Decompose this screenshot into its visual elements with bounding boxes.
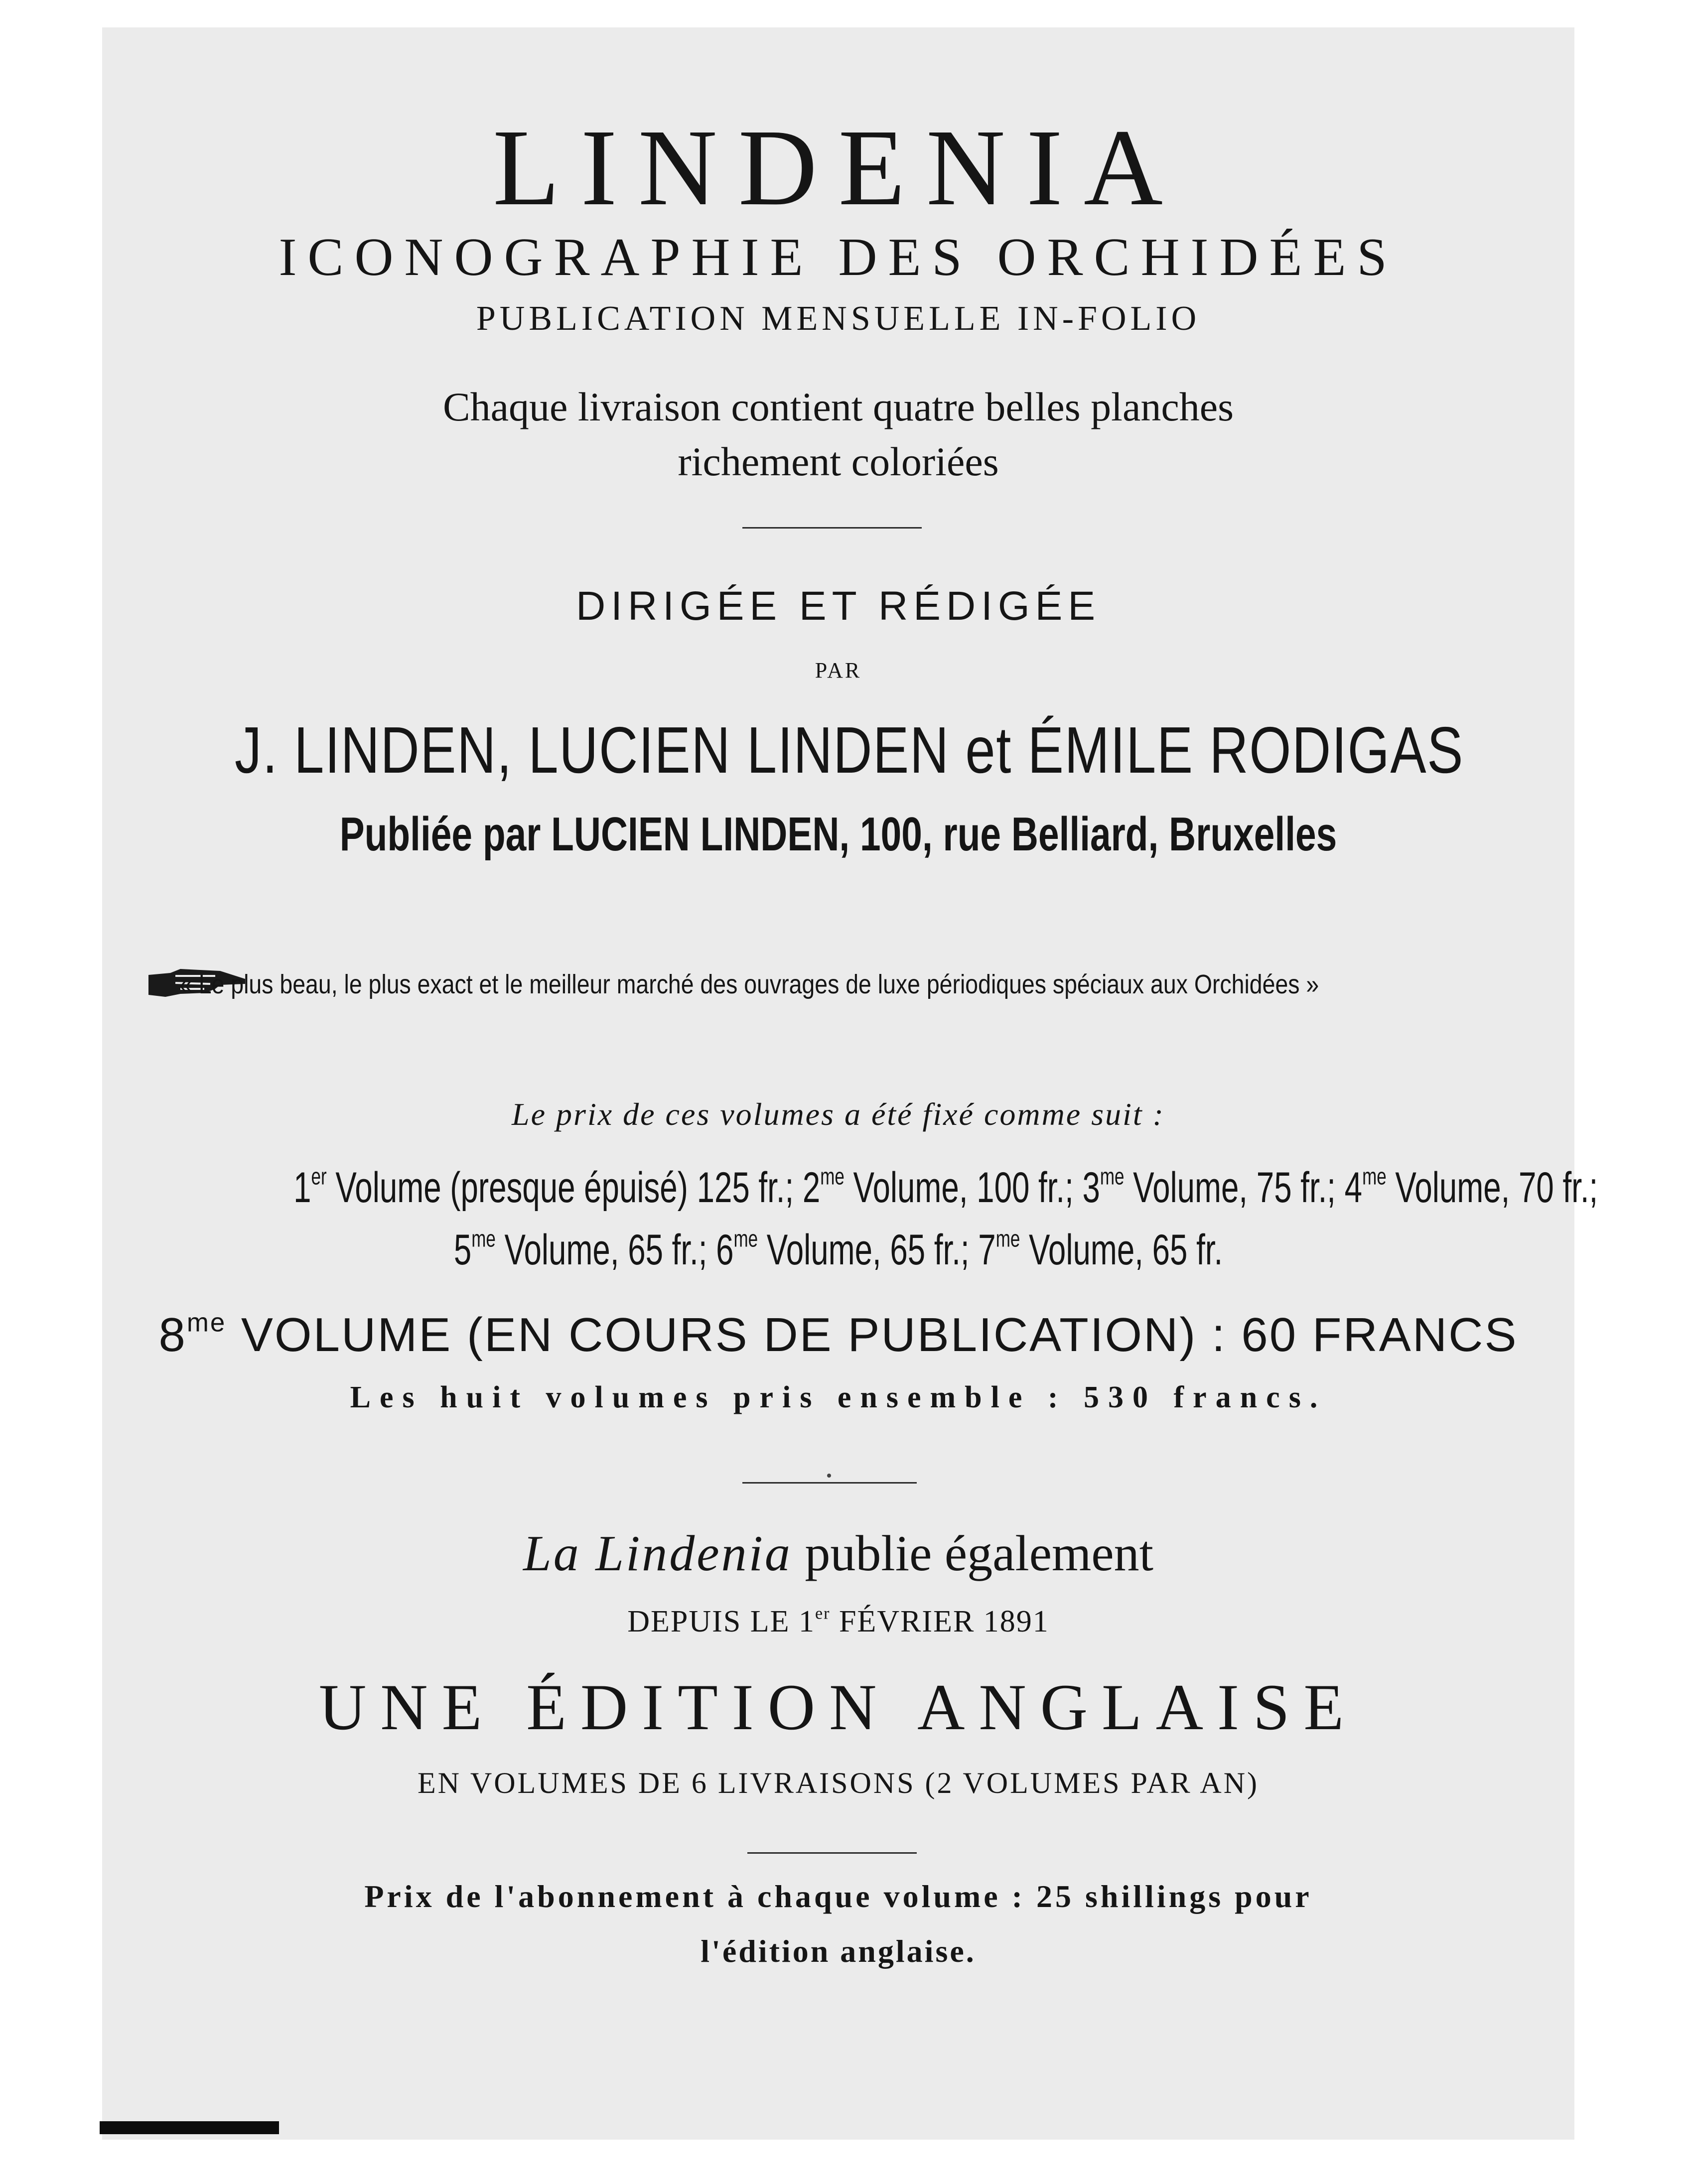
directed-heading: DIRIGÉE ET RÉDIGÉE (575, 583, 1101, 629)
price-item-7: $7^{me}$ Volume, 65 fr. (978, 1226, 1223, 1274)
english-edition-heading: UNE ÉDITION ANGLAISE (318, 1670, 1358, 1744)
price-item-3: $3^{me}$ Volume, 75 fr.; (1082, 1163, 1345, 1212)
center-dot (827, 1474, 831, 1478)
since-date: DEPUIS LE 1er FÉVRIER 1891 (627, 1604, 1049, 1638)
quote: « Le plus beau, le plus exact et le meilleur marché des ouvrages de luxe périodiques spéciaux aux Orchidées » (179, 969, 1319, 999)
title: LINDENIA (493, 107, 1184, 228)
divider-1 (742, 527, 922, 529)
price-line-2 (293, 1226, 1383, 1275)
prices-intro: Le prix de ces volumes a été fixé comme suit : (512, 1096, 1165, 1132)
publication-type: PUBLICATION MENSUELLE IN-FOLIO (476, 299, 1201, 338)
total-price: Les huit volumes pris ensemble : 530 francs. (350, 1380, 1327, 1414)
contents-line-1: Chaque livraison contient quatre belles planches (442, 384, 1234, 429)
price-line-1 (293, 1163, 1598, 1213)
page-sheet (102, 27, 1574, 2140)
publisher-line: Publiée par LUCIEN LINDEN, 100, rue Belliard, Bruxelles (339, 808, 1337, 861)
divider-2 (742, 1482, 917, 1484)
lindenia-publishes: La Lindenia publie également (523, 1525, 1153, 1582)
scan-edge-bar (100, 2121, 279, 2134)
authors: J. LINDEN, LUCIEN LINDEN et ÉMILE RODIGAS (234, 713, 1464, 787)
par-label: PAR (815, 658, 862, 682)
price-item-1: 1er Volume (presque épuisé) 125 fr.; (293, 1163, 803, 1212)
volumes-note: EN VOLUMES DE 6 LIVRAISONS (2 VOLUMES PAR AN) (417, 1767, 1260, 1799)
price-item-6: $6^{me}$ Volume, 65 fr.; (716, 1226, 979, 1274)
divider-3 (747, 1852, 917, 1854)
subtitle: ICONOGRAPHIE DES ORCHIDÉES (279, 228, 1398, 287)
volume-8-line: $8^{me}$ VOLUME (EN COURS DE PUBLICATION) : 60 FRANCS (158, 1308, 1518, 1362)
subscription-price-1: Prix de l'abonnement à chaque volume : 25 shillings pour (364, 1879, 1312, 1914)
contents-line-2: richement coloriées (678, 439, 999, 484)
price-item-2: $2^{me}$ Volume, 100 fr.; (802, 1163, 1083, 1212)
price-item-5: $5^{me}$ Volume, 65 fr.; (453, 1226, 716, 1274)
subscription-price-2: l'édition anglaise. (701, 1933, 976, 1969)
price-item-4: $4^{me}$ Volume, 70 fr.; (1344, 1163, 1598, 1212)
